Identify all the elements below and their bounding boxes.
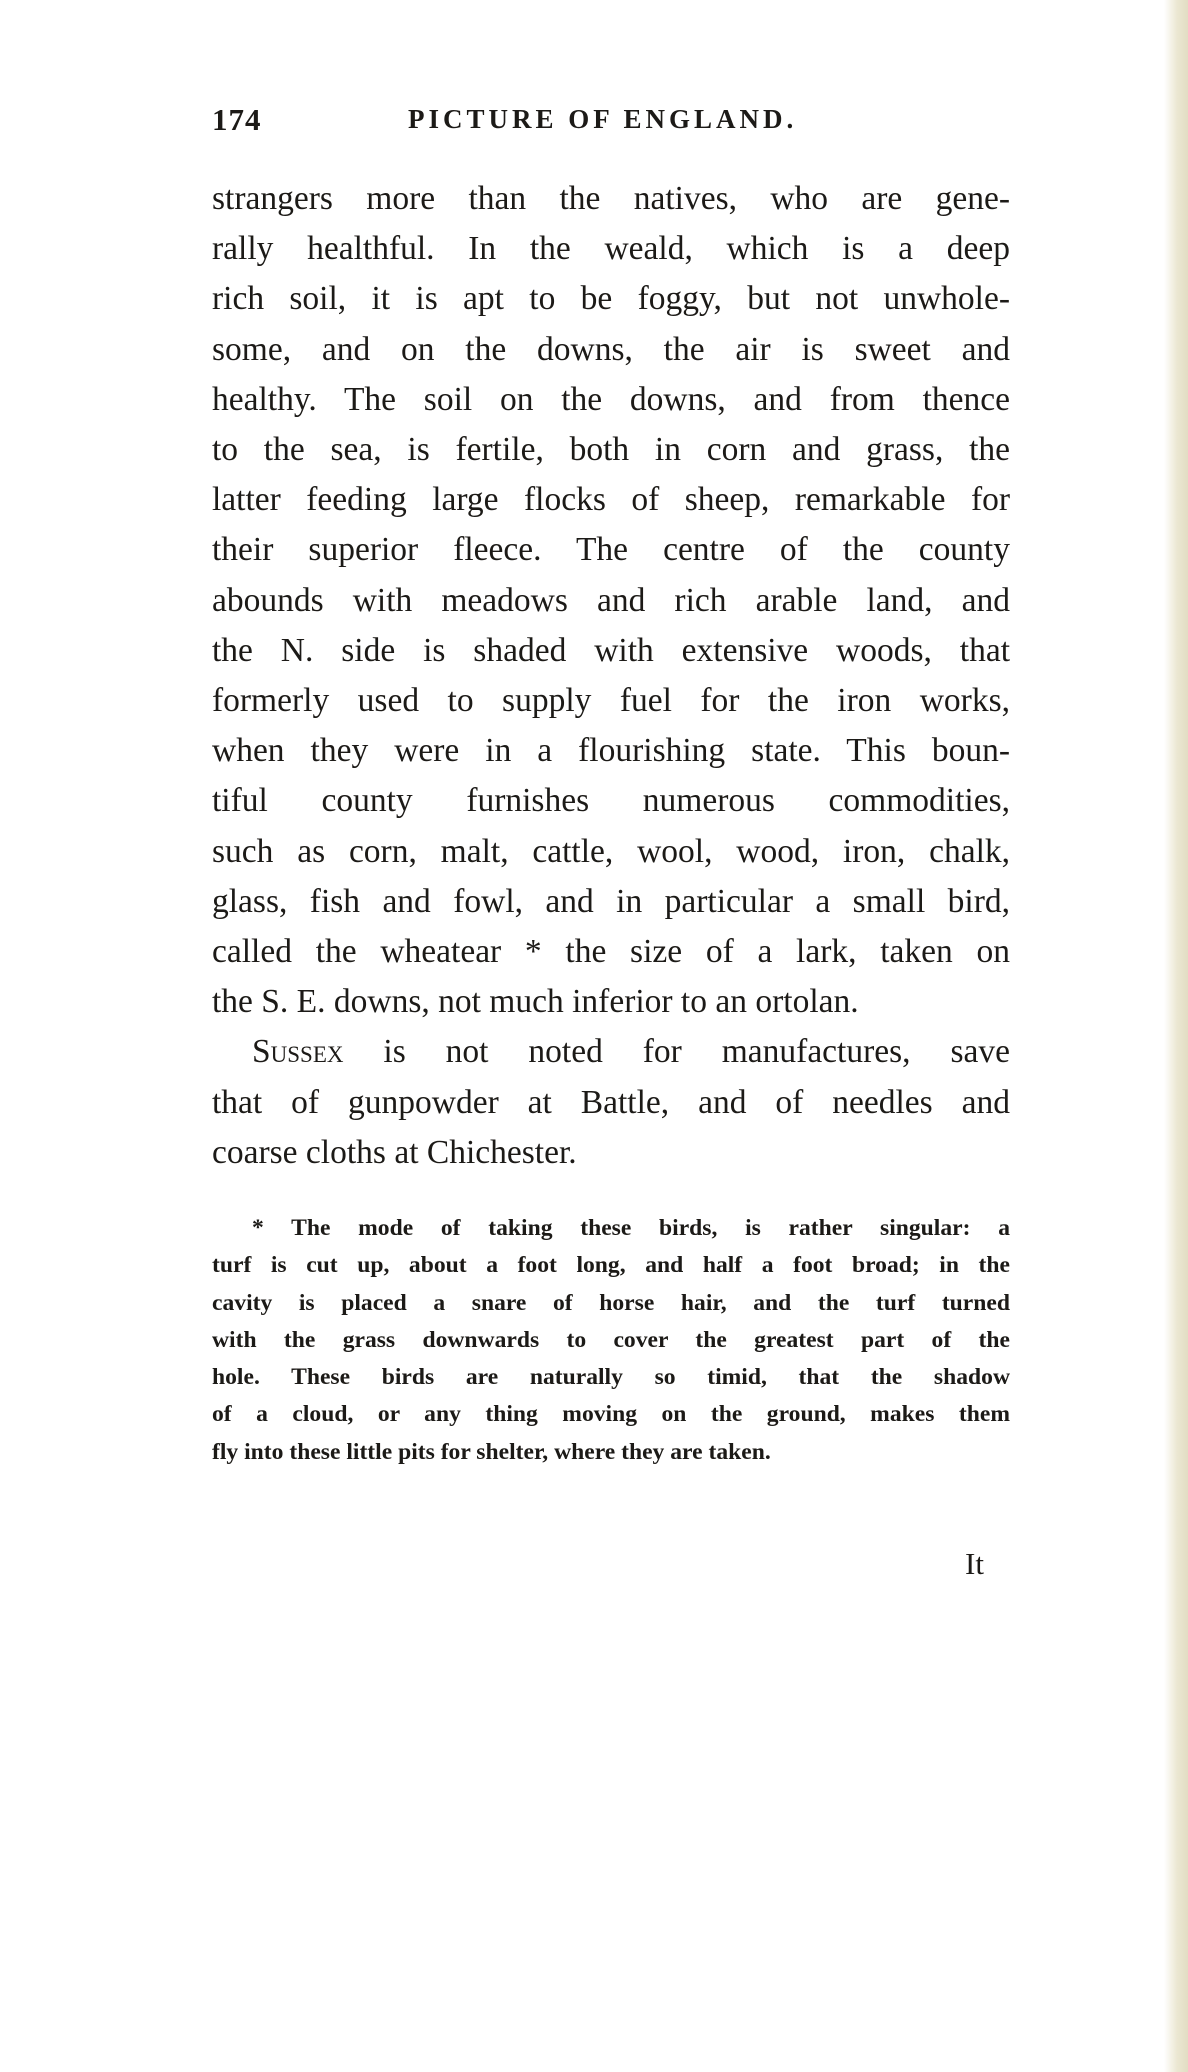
footnote-line: of a cloud, or any thing moving on the ground, makes them	[212, 1401, 1010, 1428]
paragraph-2-first-line	[212, 1027, 1010, 1077]
running-head	[212, 102, 864, 146]
body-line: strangers more than the natives, who are gene-	[212, 180, 1010, 217]
footnote-line: * The mode of taking these birds, is rather singular: a	[252, 1215, 1010, 1241]
body-line: healthy. The soil on the downs, and from thence	[212, 380, 1010, 418]
body-line: coarse cloths at Chichester.	[212, 1133, 577, 1171]
page-number: 174	[212, 102, 262, 137]
body-text	[212, 174, 1010, 1178]
body-line: such as corn, malt, cattle, wool, wood, iron, chalk,	[212, 832, 1010, 870]
body-line: their superior fleece. The centre of the county	[212, 531, 1010, 569]
footnote	[212, 1210, 1010, 1471]
body-line: abounds with meadows and rich arable land, and	[212, 581, 1010, 619]
body-line: to the sea, is fertile, both in corn and grass, the	[212, 431, 1010, 469]
body-line: glass, fish and fowl, and in particular a small bird,	[212, 882, 1010, 920]
footnote-line: fly into these little pits for shelter, where they are taken.	[212, 1438, 771, 1465]
footnote-line: hole. These birds are naturally so timid, that the shadow	[212, 1364, 1010, 1391]
running-title: PICTURE OF ENGLAND.	[408, 104, 798, 134]
footnote-line: cavity is placed a snare of horse hair, and the turf turned	[212, 1289, 1010, 1316]
catchword: It	[965, 1546, 984, 1581]
body-line: the N. side is shaded with extensive woods, that	[212, 631, 1010, 669]
body-line: the S. E. downs, not much inferior to an ortolan.	[212, 983, 859, 1021]
body-line: tiful county furnishes numerous commodities,	[212, 782, 1010, 820]
body-line: when they were in a flourishing state. This boun-	[212, 732, 1010, 770]
footnote-line: with the grass downwards to cover the greatest part of the	[212, 1326, 1010, 1353]
body-line: rich soil, it is apt to be foggy, but not unwhole-	[212, 280, 1010, 318]
body-line: latter feeding large flocks of sheep, remarkable for	[212, 481, 1010, 519]
body-line: formerly used to supply fuel for the iron works,	[212, 682, 1010, 720]
county-name-sussex: Sussex	[252, 1033, 344, 1071]
page-edge-shadow	[1164, 0, 1188, 2072]
body-line: some, and on the downs, the air is sweet and	[212, 330, 1010, 368]
paragraph-2-first-line-text: is not noted for manufactures, save	[343, 1033, 1010, 1071]
footnote-line: turf is cut up, about a foot long, and half a foot broad; in the	[212, 1252, 1010, 1279]
body-line: rally healthful. In the weald, which is a deep	[212, 230, 1010, 268]
body-line: called the wheatear * the size of a lark, taken on	[212, 933, 1010, 971]
body-line: that of gunpowder at Battle, and of needles and	[212, 1083, 1010, 1121]
